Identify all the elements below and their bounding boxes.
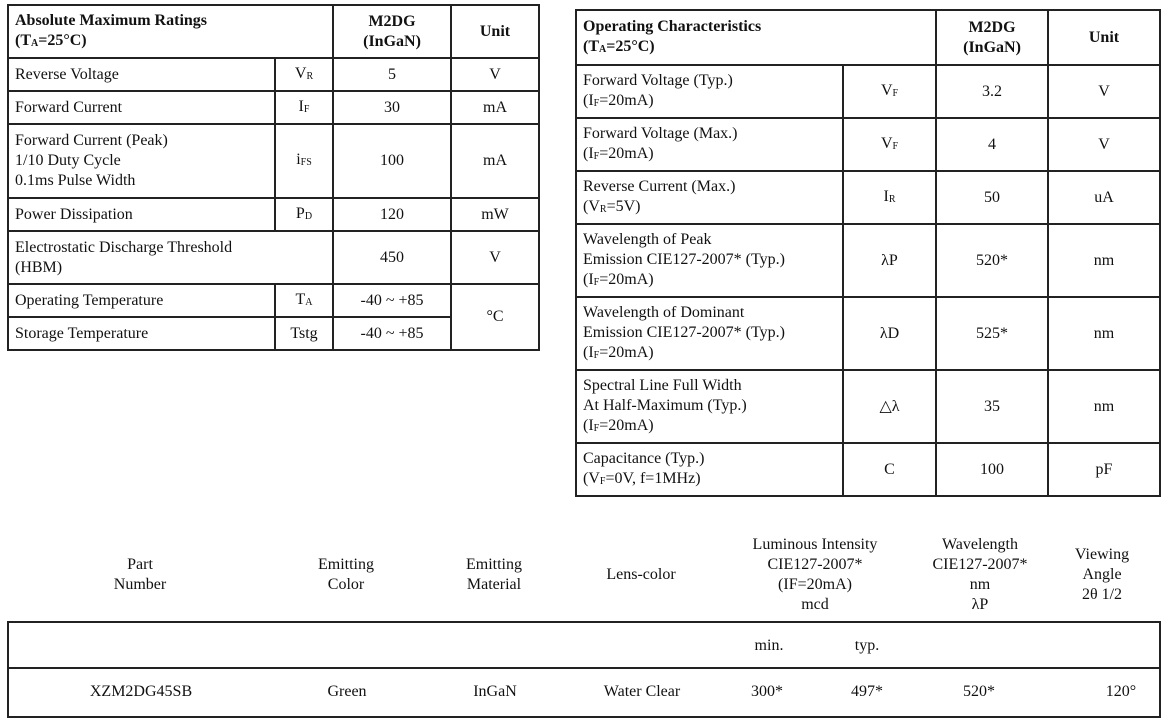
oc-row-ir-max [576, 171, 1160, 224]
label-line: 1/10 Duty Cycle [15, 152, 121, 169]
sym-main: V [880, 134, 893, 152]
label-line: At Half-Maximum (Typ.) [583, 396, 747, 414]
hdr-line: mcd [801, 596, 829, 613]
amr-row-esd [8, 231, 539, 284]
oc-row-capacitance [576, 443, 1160, 496]
amr-col-unit: Unit [451, 5, 539, 58]
part-number-value: XZM2DG45SB [89, 683, 193, 700]
oc-symbol: λP [843, 224, 936, 297]
part-col-header-luminous [725, 535, 905, 615]
cond-post: =20mA) [599, 91, 654, 109]
amr-unit: V [451, 231, 539, 284]
amr-value: -40 ~ +85 [333, 317, 451, 350]
hdr-line: Number [113, 576, 167, 593]
amr-unit: V [451, 58, 539, 91]
oc-symbol: λD [843, 297, 936, 370]
cond-pre: (I [583, 144, 594, 162]
hdr-line: Viewing [1074, 546, 1130, 563]
oc-title-cond-pre: (T [583, 37, 599, 55]
cond-post: =20mA) [599, 416, 654, 434]
amr-symbol [275, 284, 333, 317]
label-line: Emission CIE127-2007* (Typ.) [583, 250, 785, 268]
oc-label [576, 65, 843, 118]
oc-symbol [843, 171, 936, 224]
absolute-maximum-ratings-table [7, 4, 540, 351]
amr-label: Power Dissipation [8, 198, 275, 231]
sym-main: T [295, 290, 306, 308]
label-line: Forward Voltage (Typ.) [583, 71, 733, 89]
part-color-value: Green [327, 683, 367, 700]
oc-value: 35 [936, 370, 1048, 443]
oc-title-cond-sub: A [599, 43, 607, 55]
label-line: Wavelength of Peak [583, 230, 712, 248]
oc-unit: uA [1048, 171, 1160, 224]
amr-row-reverse-voltage [8, 58, 539, 91]
cond-pre: (I [583, 91, 594, 109]
part-sub-min: min. [754, 637, 784, 654]
cond-sub: F [593, 276, 600, 288]
hdr-line: Color [327, 576, 365, 593]
label-line: Wavelength of Dominant [583, 303, 745, 321]
amr-value: 30 [333, 91, 451, 124]
label-line: (HBM) [15, 258, 63, 276]
cond-post: =20mA) [599, 270, 654, 288]
hdr-line: Emitting [466, 556, 522, 573]
amr-row-forward-current-peak [8, 124, 539, 198]
label-line: Forward Current (Peak) [15, 132, 168, 149]
part-col-header-viewing-angle [1052, 545, 1152, 605]
amr-label: Reverse Voltage [8, 58, 275, 91]
sym-main: I [883, 187, 889, 205]
oc-label [576, 443, 843, 496]
oc-label [576, 370, 843, 443]
cond-sub: F [593, 349, 600, 361]
oc-value: 4 [936, 118, 1048, 171]
amr-label [8, 231, 333, 284]
amr-title-line1: Absolute Maximum Ratings [15, 11, 208, 29]
cond-post: =0V, f=1MHz) [605, 469, 701, 487]
amr-label [8, 124, 275, 198]
cond-sub: F [599, 475, 606, 487]
cond-sub: F [593, 422, 600, 434]
amr-row-operating-temp [8, 284, 539, 317]
oc-unit: V [1048, 118, 1160, 171]
oc-value: 520* [936, 224, 1048, 297]
sym-sub: D [304, 210, 313, 222]
operating-characteristics-table [575, 9, 1161, 497]
amr-unit: mA [451, 91, 539, 124]
sym-sub: A [305, 296, 313, 308]
oc-title [576, 10, 936, 65]
oc-value: 525* [936, 297, 1048, 370]
oc-symbol: △λ [843, 370, 936, 443]
hdr-line: λP [971, 596, 989, 613]
amr-label: Forward Current [8, 91, 275, 124]
amr-title-cond-post: =25°C) [38, 31, 87, 49]
amr-row-power-dissipation [8, 198, 539, 231]
oc-unit: nm [1048, 370, 1160, 443]
cond-pre: (I [583, 270, 594, 288]
cond-sub: F [593, 150, 600, 162]
part-col-header-wavelength [905, 535, 1055, 615]
part-col-header-color [266, 555, 426, 595]
hdr-line: 2θ 1/2 [1081, 586, 1123, 603]
label-line: 0.1ms Pulse Width [15, 172, 136, 189]
amr-col-model-l1: M2DG [368, 12, 416, 30]
oc-col-model-l2: (InGaN) [963, 38, 1021, 56]
sym-main: I [298, 97, 304, 115]
oc-symbol [843, 118, 936, 171]
cond-sub: F [593, 97, 600, 109]
oc-col-unit: Unit [1048, 10, 1160, 65]
oc-unit: nm [1048, 297, 1160, 370]
oc-value: 100 [936, 443, 1048, 496]
oc-unit: nm [1048, 224, 1160, 297]
hdr-line: Luminous Intensity [752, 536, 878, 553]
amr-col-model-l2: (InGaN) [363, 32, 421, 50]
oc-title-cond-post: =25°C) [606, 37, 655, 55]
oc-row-fwhm [576, 370, 1160, 443]
part-col-header-material [414, 555, 574, 595]
amr-symbol [275, 124, 333, 198]
hdr-line: CIE127-2007* [767, 556, 863, 573]
oc-row-dominant-wavelength [576, 297, 1160, 370]
amr-unit: mW [451, 198, 539, 231]
amr-symbol [275, 198, 333, 231]
label-line: Capacitance (Typ.) [583, 449, 705, 467]
amr-title-cond-sub: A [31, 37, 39, 49]
amr-title-cond-pre: (T [15, 31, 31, 49]
oc-label [576, 171, 843, 224]
label-line: Forward Voltage (Max.) [583, 124, 738, 142]
amr-value: -40 ~ +85 [333, 284, 451, 317]
oc-unit: pF [1048, 443, 1160, 496]
part-material-value: InGaN [473, 683, 517, 700]
cond-pre: (I [583, 343, 594, 361]
amr-value: 100 [333, 124, 451, 198]
sym-sub: F [892, 87, 899, 99]
hdr-line: nm [969, 576, 991, 593]
label-line: Reverse Current (Max.) [583, 177, 736, 195]
oc-label [576, 118, 843, 171]
oc-col-model [936, 10, 1048, 65]
part-lum-typ-value: 497* [851, 683, 883, 700]
part-table [7, 621, 1161, 718]
cond-pre: (V [583, 197, 600, 215]
label-line: Emission CIE127-2007* (Typ.) [583, 323, 785, 341]
part-wavelength-value: 520* [963, 683, 995, 700]
amr-unit: mA [451, 124, 539, 198]
sym-main: P [295, 204, 305, 222]
amr-col-model [333, 5, 451, 58]
cond-post: =20mA) [599, 343, 654, 361]
part-viewing-angle-value: 120° [1105, 683, 1137, 700]
amr-row-forward-current [8, 91, 539, 124]
part-col-header-lens: Lens-color [606, 566, 676, 583]
hdr-line: (IF=20mA) [778, 576, 852, 593]
part-lum-min-value: 300* [751, 683, 783, 700]
amr-value: 120 [333, 198, 451, 231]
oc-row-vf-typ [576, 65, 1160, 118]
label-line: Spectral Line Full Width [583, 376, 742, 394]
hdr-line: Emitting [318, 556, 374, 573]
oc-title-line1: Operating Characteristics [583, 17, 762, 35]
amr-temp-unit: °C [451, 284, 539, 350]
oc-unit: V [1048, 65, 1160, 118]
oc-value: 50 [936, 171, 1048, 224]
oc-label [576, 224, 843, 297]
amr-value: 450 [333, 231, 451, 284]
hdr-line: Wavelength [941, 536, 1018, 553]
oc-row-vf-max [576, 118, 1160, 171]
oc-label [576, 297, 843, 370]
sym-main: i [296, 151, 301, 168]
amr-symbol: Tstg [275, 317, 333, 350]
cond-pre: (V [583, 469, 600, 487]
oc-col-model-l1: M2DG [968, 18, 1016, 36]
hdr-line: CIE127-2007* [932, 556, 1028, 573]
amr-label: Operating Temperature [8, 284, 275, 317]
oc-symbol: C [843, 443, 936, 496]
cond-post: =5V) [606, 197, 641, 215]
oc-value: 3.2 [936, 65, 1048, 118]
sym-sub: R [888, 193, 896, 205]
part-lens-value: Water Clear [603, 683, 681, 700]
sym-sub: F [892, 140, 899, 152]
sym-sub: R [306, 70, 314, 82]
sym-main: V [880, 81, 893, 99]
amr-title [8, 5, 333, 58]
part-col-header-part-number [60, 555, 220, 595]
sym-main: V [294, 64, 307, 82]
part-table-divider [9, 667, 1159, 669]
label-line: Electrostatic Discharge Threshold [15, 238, 233, 256]
amr-value: 5 [333, 58, 451, 91]
sym-sub: FS [300, 157, 312, 168]
part-sub-typ: typ. [854, 637, 880, 654]
amr-label: Storage Temperature [8, 317, 275, 350]
cond-post: =20mA) [599, 144, 654, 162]
sym-sub: F [303, 103, 310, 115]
hdr-line: Part [127, 556, 153, 573]
hdr-line: Angle [1082, 566, 1122, 583]
amr-symbol [275, 58, 333, 91]
oc-row-peak-wavelength [576, 224, 1160, 297]
cond-pre: (I [583, 416, 594, 434]
cond-sub: R [599, 203, 607, 215]
hdr-line: Material [466, 576, 522, 593]
amr-symbol [275, 91, 333, 124]
oc-symbol [843, 65, 936, 118]
